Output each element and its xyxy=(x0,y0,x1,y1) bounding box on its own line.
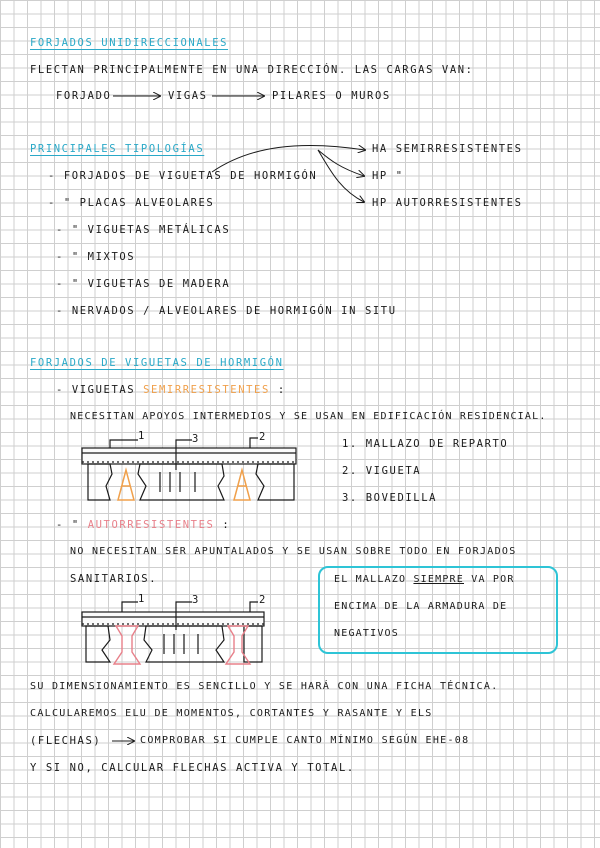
closing-line: Y SI NO, CALCULAR FLECHAS ACTIVA Y TOTAL. xyxy=(30,762,355,774)
closing-line: (FLECHAS) xyxy=(30,735,102,747)
heading-forjados-unidireccionales: FORJADOS UNIDIRECCIONALES xyxy=(30,37,229,49)
diagram-autorresistentes xyxy=(82,602,264,664)
branch-arrow xyxy=(212,145,365,172)
list-item: - " MIXTOS xyxy=(56,251,136,263)
legend-item: 2. VIGUETA xyxy=(342,465,422,477)
list-item: - " PLACAS ALVEOLARES xyxy=(48,197,215,209)
auto-description: NO NECESITAN SER APUNTALADOS Y SE USAN SOBRE TODO EN FORJADOS xyxy=(70,546,517,557)
auto-prefix: - " xyxy=(56,519,80,531)
note-line-3: NEGATIVOS xyxy=(334,628,399,639)
legend-item: 1. MALLAZO DE REPARTO xyxy=(342,438,509,450)
auto-suffix: : xyxy=(222,519,231,531)
callout-2: 2 xyxy=(259,431,267,443)
diagram-semirresistentes xyxy=(82,438,296,500)
note-emphasis: SIEMPRE xyxy=(413,574,464,585)
closing-line: SU DIMENSIONAMIENTO ES SENCILLO Y SE HARÁ CON UNA FICHA TÉCNICA. xyxy=(30,681,499,692)
semi-description: NECESITAN APOYOS INTERMEDIOS Y SE USAN EN EDIFICACIÓN RESIDENCIAL. xyxy=(70,411,547,422)
note-line-2: ENCIMA DE LA ARMADURA DE xyxy=(334,601,508,612)
branch-arrow xyxy=(318,150,364,176)
callout-3: 3 xyxy=(192,433,200,445)
flow-vigas: VIGAS xyxy=(168,90,208,102)
flow-forjado: FORJADO xyxy=(56,90,112,102)
semi-highlight: SEMIRRESISTENTES xyxy=(143,384,270,396)
note-post: VA POR xyxy=(471,574,515,585)
heading-principales-tipologias: PRINCIPALES TIPOLOGÍAS xyxy=(30,143,205,155)
flow-pilares: PILARES O MUROS xyxy=(272,90,391,102)
subtype-ha: HA SEMIRRESISTENTES xyxy=(372,143,523,155)
branch-arrow xyxy=(318,150,364,202)
auto-description-2: SANITARIOS. xyxy=(70,573,158,585)
closing-line: COMPROBAR SI CUMPLE CANTO MÍNIMO SEGÚN EHE-08 xyxy=(140,735,470,746)
list-item: - FORJADOS DE VIGUETAS DE HORMIGÓN xyxy=(48,170,318,182)
list-item: - NERVADOS / ALVEOLARES DE HORMIGÓN IN SITU xyxy=(56,305,397,317)
text-line: FLECTAN PRINCIPALMENTE EN UNA DIRECCIÓN. LAS CARGAS VAN: xyxy=(30,64,474,76)
semi-prefix: - VIGUETAS xyxy=(56,384,136,396)
semi-suffix: : xyxy=(277,384,286,396)
list-item: - " VIGUETAS DE MADERA xyxy=(56,278,231,290)
legend-item: 3. BOVEDILLA xyxy=(342,492,438,504)
callout-1: 1 xyxy=(138,593,146,605)
callout-3: 3 xyxy=(192,594,200,606)
auto-highlight: AUTORRESISTENTES xyxy=(87,519,215,531)
note-pre: EL MALLAZO xyxy=(334,574,407,585)
subtype-hp: HP " xyxy=(372,170,404,182)
callout-2: 2 xyxy=(259,594,267,606)
list-item: - " VIGUETAS METÁLICAS xyxy=(56,224,231,236)
subtype-hp-auto: HP AUTORRESISTENTES xyxy=(372,197,523,209)
heading-forjados-viguetas: FORJADOS DE VIGUETAS DE HORMIGÓN xyxy=(30,357,284,369)
closing-line: CALCULAREMOS ELU DE MOMENTOS, CORTANTES Y RASANTE Y ELS xyxy=(30,708,433,719)
callout-1: 1 xyxy=(138,430,146,442)
